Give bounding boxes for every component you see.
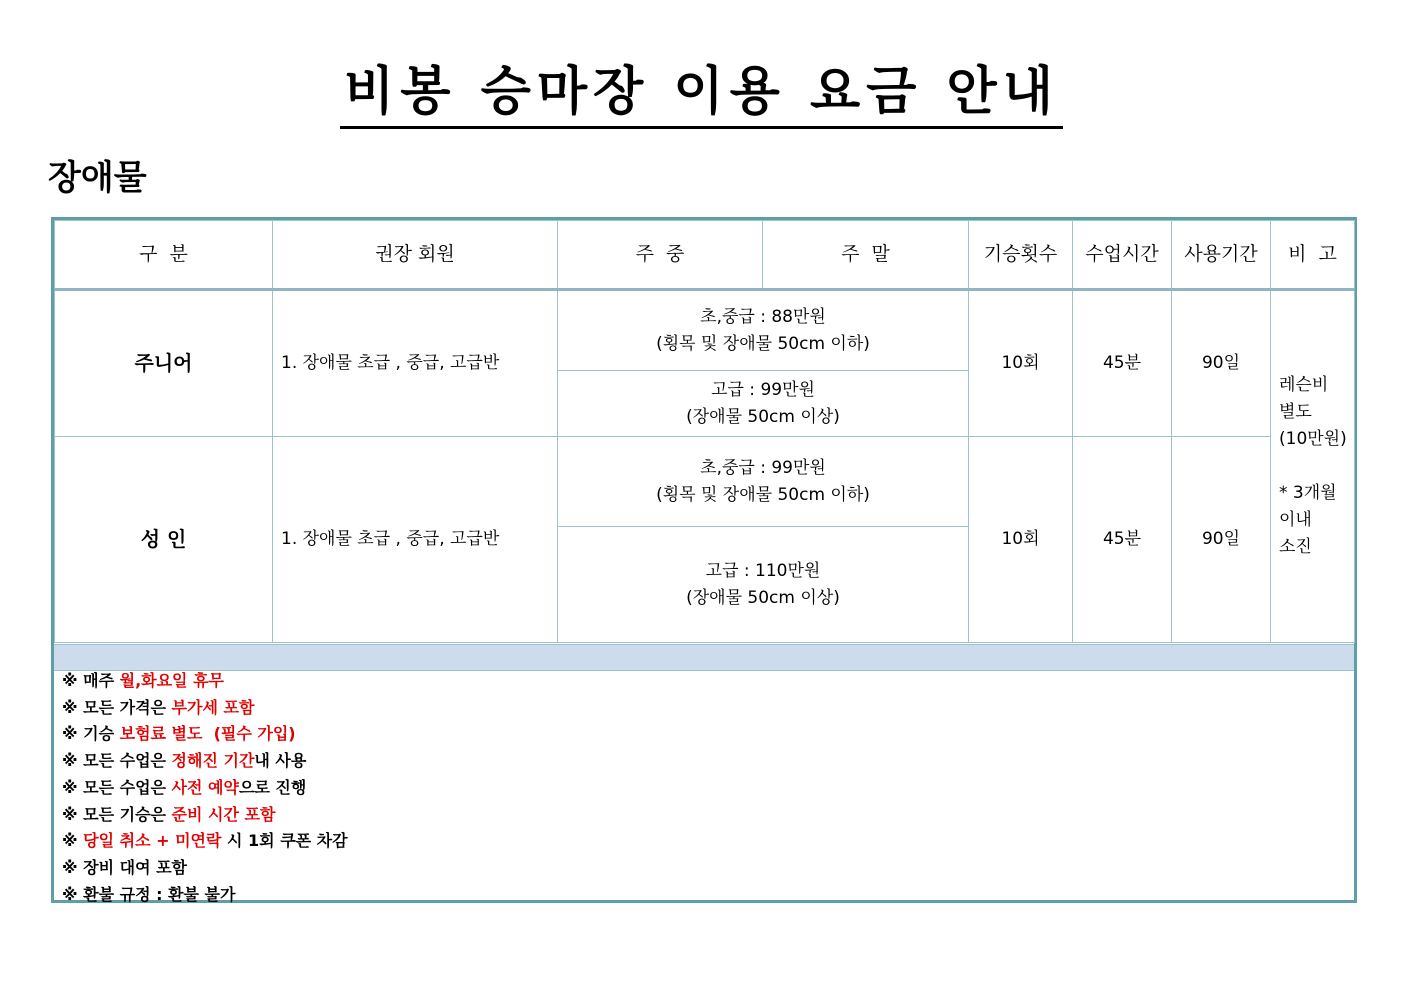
remark-line: 레슨비: [1279, 375, 1329, 395]
remark-line: * 3개월: [1279, 483, 1337, 503]
header-period: 사용기간: [1172, 221, 1271, 290]
table-header-row: [55, 221, 1355, 290]
row-member: 1. 장애물 초급 , 중급, 고급반: [273, 290, 558, 437]
table-row: [55, 437, 1355, 527]
price-cell: [558, 371, 969, 437]
header-weekday: 주 중: [558, 221, 763, 290]
price-cell: [558, 527, 969, 643]
header-rides: 기승횟수: [969, 221, 1073, 290]
row-period: 90일: [1172, 290, 1271, 437]
note-item: ※ 모든 수업은 정해진 기간내 사용: [62, 751, 307, 771]
price-note: (횡목 및 장애물 50cm 이하): [656, 484, 870, 505]
header-member: 권장 회원: [273, 221, 558, 290]
header-remark: 비 고: [1271, 221, 1355, 290]
page-title-wrap: [0, 62, 1403, 129]
price-note: (횡목 및 장애물 50cm 이하): [656, 333, 870, 354]
header-lesson-time: 수업시간: [1073, 221, 1172, 290]
note-item: ※ 모든 수업은 사전 예약으로 진행: [62, 777, 307, 797]
row-lesson-time: 45분: [1073, 290, 1172, 437]
remark-line: 이내: [1279, 510, 1312, 530]
remark-line: 별도: [1279, 402, 1312, 422]
price-cell: [558, 437, 969, 527]
note-item: ※ 모든 기승은 준비 시간 포함: [62, 804, 276, 824]
price-line: 고급 : 99만원: [711, 379, 815, 400]
note-item: ※ 기승 보험료 별도 (필수 가입): [62, 724, 296, 744]
price-note: (장애물 50cm 이상): [686, 406, 840, 427]
note-item: ※ 매주 월,화요일 휴무: [62, 671, 224, 690]
notes-list: [62, 668, 348, 908]
row-category: 주니어: [55, 290, 273, 437]
price-note: (장애물 50cm 이상): [686, 587, 840, 608]
row-rides: 10회: [969, 290, 1073, 437]
row-period: 90일: [1172, 437, 1271, 643]
price-line: 고급 : 110만원: [705, 560, 821, 581]
row-lesson-time: 45분: [1073, 437, 1172, 643]
page-title: 비봉 승마장 이용 요금 안내: [340, 62, 1063, 129]
remark-line: 소진: [1279, 537, 1312, 557]
price-cell: [558, 290, 969, 371]
section-heading: 장애물: [48, 158, 147, 198]
row-member: 1. 장애물 초급 , 중급, 고급반: [273, 437, 558, 643]
remark-cell: [1271, 290, 1355, 643]
header-category: 구 분: [55, 221, 273, 290]
fee-table-frame: [51, 217, 1357, 903]
note-item: ※ 환불 규정 : 환불 불가: [62, 884, 236, 904]
divider-band: [54, 644, 1354, 671]
remark-line: (10만원): [1279, 429, 1347, 449]
note-item: ※ 장비 대여 포함: [62, 857, 188, 877]
price-line: 초,중급 : 99만원: [700, 457, 826, 478]
price-line: 초,중급 : 88만원: [700, 306, 826, 327]
fee-table: [54, 220, 1355, 643]
row-rides: 10회: [969, 437, 1073, 643]
header-weekend: 주 말: [763, 221, 969, 290]
table-row: [55, 290, 1355, 371]
row-category: 성 인: [55, 437, 273, 643]
note-item: ※ 당일 취소 + 미연락 시 1회 쿠폰 차감: [62, 831, 348, 851]
note-item: ※ 모든 가격은 부가세 포함: [62, 697, 255, 717]
